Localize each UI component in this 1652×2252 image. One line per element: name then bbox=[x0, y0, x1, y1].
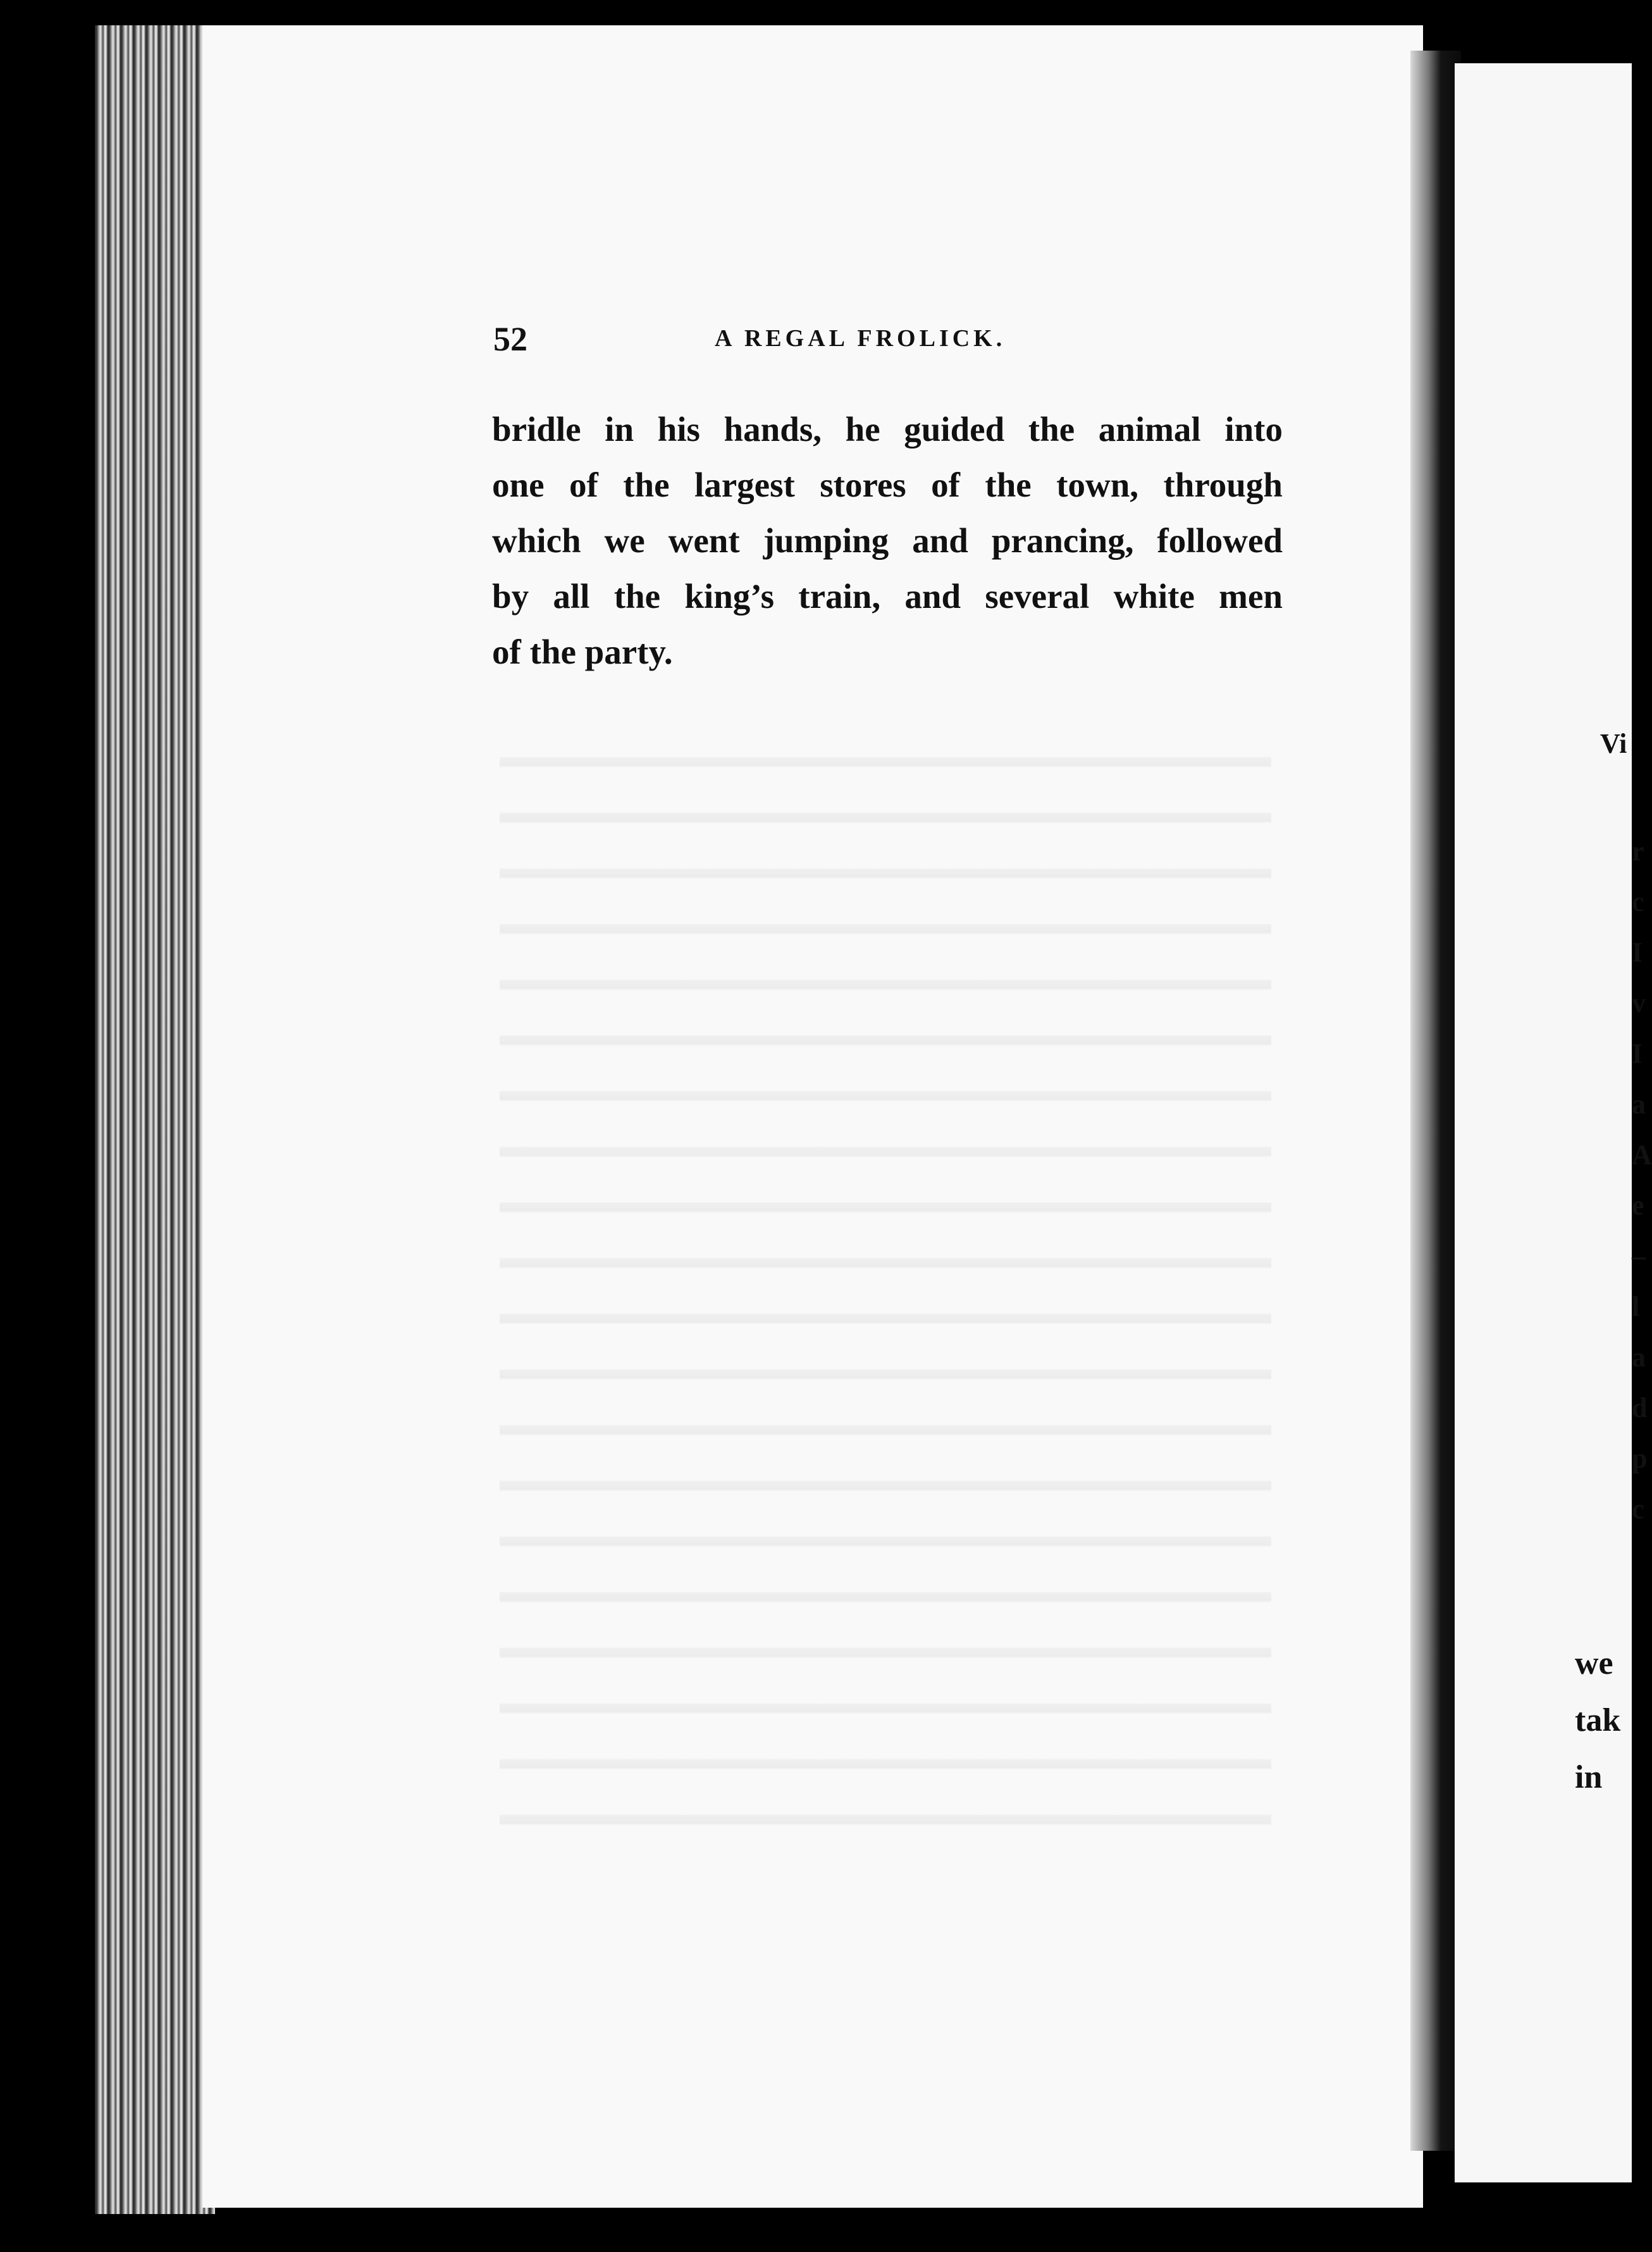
fragment-text: we bbox=[1575, 1645, 1613, 1681]
fragment-text: p bbox=[1632, 1443, 1648, 1474]
body-line: bridle in his hands, he guided the animal into bbox=[492, 410, 1283, 449]
body-line: of the party. bbox=[492, 633, 673, 671]
fragment-text: l bbox=[1632, 1291, 1640, 1322]
fragment-text: a bbox=[1632, 1089, 1646, 1120]
body-line: one of the largest stores of the town, through bbox=[492, 466, 1283, 504]
page-edges bbox=[95, 25, 215, 2214]
running-title: A REGAL FROLICK. bbox=[715, 325, 1006, 352]
book-gutter bbox=[1410, 51, 1461, 2151]
body-line: which we went jumping and prancing, followed bbox=[492, 521, 1283, 560]
fragment-text: A bbox=[1632, 1139, 1652, 1170]
fragment-text: c bbox=[1632, 1494, 1644, 1525]
fragment-text: in bbox=[1575, 1759, 1603, 1795]
fragment-text: c bbox=[1632, 886, 1644, 917]
body-line: by all the king’s train, and several white men bbox=[492, 577, 1283, 616]
page-header bbox=[493, 319, 1278, 364]
fragment-text: I bbox=[1632, 937, 1643, 968]
page-number: 52 bbox=[493, 320, 527, 358]
body-paragraph bbox=[492, 402, 1283, 680]
fragment-text: d bbox=[1632, 1392, 1648, 1423]
show-through-text bbox=[500, 721, 1271, 1834]
fragment-text: – bbox=[1632, 1240, 1646, 1271]
fragment-text: a bbox=[1632, 1342, 1646, 1373]
facing-page bbox=[1455, 63, 1632, 2182]
fragment-text: e bbox=[1632, 1190, 1644, 1221]
fragment-text: v bbox=[1632, 987, 1646, 1018]
fragment-text: Vi bbox=[1600, 728, 1627, 759]
fragment-text: r bbox=[1632, 836, 1644, 867]
fragment-text: tak bbox=[1575, 1702, 1621, 1738]
fragment-text: I bbox=[1632, 1038, 1643, 1069]
